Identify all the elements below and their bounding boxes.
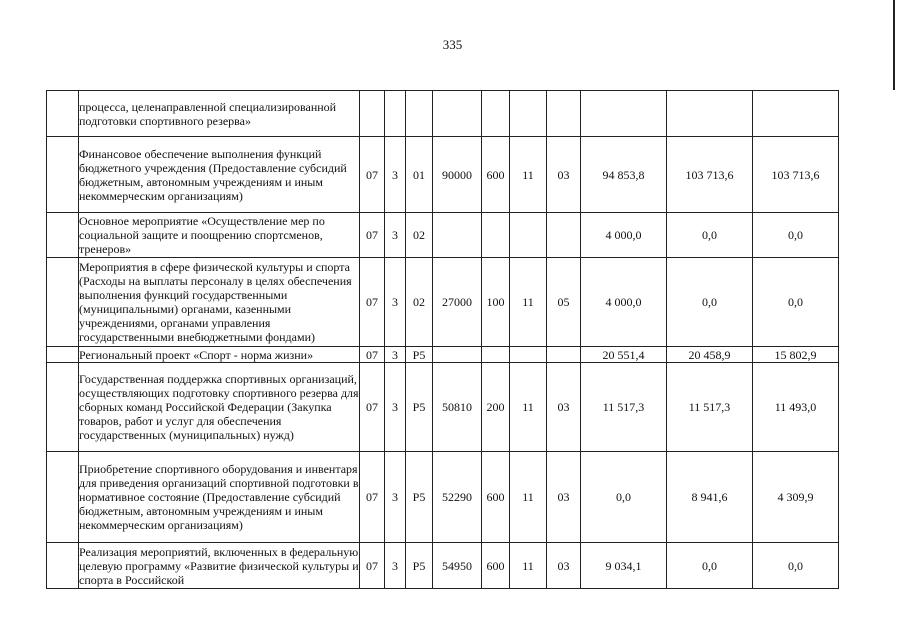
table-row (47, 543, 839, 589)
code-program: 3 (385, 452, 406, 543)
amount-year-2: 8 941,6 (667, 452, 753, 543)
code-expense-type (482, 213, 510, 258)
amount-year-1: 20 551,4 (581, 347, 667, 363)
code-program: 3 (385, 213, 406, 258)
amount-year-1: 94 853,8 (581, 137, 667, 213)
budget-table (46, 90, 839, 589)
code-subprogram: P5 (406, 363, 433, 452)
code-chapter: 11 (510, 137, 547, 213)
code-subchapter: 03 (547, 137, 581, 213)
code-chapter (510, 91, 547, 137)
code-program: 3 (385, 137, 406, 213)
row-number-cell (47, 452, 79, 543)
code-program: 3 (385, 347, 406, 363)
code-program (385, 91, 406, 137)
code-subchapter: 03 (547, 543, 581, 589)
code-subchapter: 03 (547, 363, 581, 452)
code-chapter (510, 213, 547, 258)
table-row (47, 258, 839, 347)
code-section: 07 (360, 137, 385, 213)
amount-year-3: 11 493,0 (753, 363, 839, 452)
code-expense-type: 200 (482, 363, 510, 452)
amount-year-3: 103 713,6 (753, 137, 839, 213)
code-subchapter: 03 (547, 452, 581, 543)
amount-year-1: 0,0 (581, 452, 667, 543)
code-chapter: 11 (510, 452, 547, 543)
row-number-cell (47, 543, 79, 589)
table-row (47, 363, 839, 452)
code-section: 07 (360, 363, 385, 452)
code-chapter: 11 (510, 258, 547, 347)
row-number-cell (47, 137, 79, 213)
item-name: Реализация мероприятий, включенных в федеральную целевую программу «Развитие физической культуры и спорта в Российской (79, 544, 359, 587)
row-number-cell (47, 213, 79, 258)
code-expense-type: 100 (482, 258, 510, 347)
code-program: 3 (385, 258, 406, 347)
amount-year-3: 4 309,9 (753, 452, 839, 543)
code-subprogram: 01 (406, 137, 433, 213)
code-subprogram: P5 (406, 452, 433, 543)
amount-year-2: 20 458,9 (667, 347, 753, 363)
row-number-cell (47, 363, 79, 452)
code-subchapter (547, 213, 581, 258)
page-edge-line (893, 0, 895, 90)
code-program: 3 (385, 543, 406, 589)
item-name: Региональный проект «Спорт - норма жизни» (79, 347, 360, 363)
code-expense-type: 600 (482, 452, 510, 543)
code-direction: 27000 (433, 258, 482, 347)
code-subprogram: 02 (406, 213, 433, 258)
code-expense-type: 600 (482, 137, 510, 213)
code-direction: 54950 (433, 543, 482, 589)
code-section: 07 (360, 452, 385, 543)
code-subprogram (406, 91, 433, 137)
code-direction: 50810 (433, 363, 482, 452)
code-subchapter (547, 347, 581, 363)
amount-year-1: 9 034,1 (581, 543, 667, 589)
code-chapter: 11 (510, 363, 547, 452)
code-expense-type: 600 (482, 543, 510, 589)
code-subprogram: 02 (406, 258, 433, 347)
item-name: Мероприятия в сфере физической культуры и спорта (Расходы на выплаты персоналу в целях обеспечения выполнения функций государственными (муниципальными) органами, казенными учреждениями, органами управления государственными внебюджетными фондами) (79, 258, 360, 347)
table-row (47, 91, 839, 137)
page-number: 335 (442, 37, 463, 52)
row-number-cell (47, 91, 79, 137)
code-section: 07 (360, 543, 385, 589)
code-direction: 52290 (433, 452, 482, 543)
item-name: Основное мероприятие «Осуществление мер по социальной защите и поощрению спортсменов, тренеров» (79, 213, 360, 258)
amount-year-2: 11 517,3 (667, 363, 753, 452)
amount-year-3 (753, 91, 839, 137)
amount-year-1: 4 000,0 (581, 213, 667, 258)
amount-year-3: 0,0 (753, 213, 839, 258)
code-subprogram: P5 (406, 543, 433, 589)
amount-year-2: 0,0 (667, 258, 753, 347)
code-subprogram: P5 (406, 347, 433, 363)
amount-year-1 (581, 91, 667, 137)
amount-year-3: 0,0 (753, 543, 839, 589)
item-name: Финансовое обеспечение выполнения функций бюджетного учреждения (Предоставление субсидий бюджетным, автономным учреждениям и иным некоммерческим организациям) (79, 137, 360, 213)
amount-year-2 (667, 91, 753, 137)
row-number-cell (47, 258, 79, 347)
table-row (47, 213, 839, 258)
code-subchapter: 05 (547, 258, 581, 347)
amount-year-2: 103 713,6 (667, 137, 753, 213)
code-direction (433, 91, 482, 137)
code-section: 07 (360, 347, 385, 363)
amount-year-3: 15 802,9 (753, 347, 839, 363)
code-chapter (510, 347, 547, 363)
code-section (360, 91, 385, 137)
code-program: 3 (385, 363, 406, 452)
item-name: Государственная поддержка спортивных организаций, осуществляющих подготовку спортивного резерва для сборных команд Российской Федерации (Закупка товаров, работ и услуг для обеспечения государственных (муниципальных) нужд) (79, 363, 360, 452)
table-row (47, 452, 839, 543)
amount-year-2: 0,0 (667, 213, 753, 258)
item-name: Приобретение спортивного оборудования и инвентаря для приведения организаций спортивной подготовки в нормативное состояние (Предоставление субсидий бюджетным, автономным учреждениям и иным некоммерческим организациям) (79, 452, 360, 543)
item-name: процесса, целенаправленной специализированной подготовки спортивного резерва» (79, 91, 360, 137)
amount-year-1: 11 517,3 (581, 363, 667, 452)
code-section: 07 (360, 213, 385, 258)
code-section: 07 (360, 258, 385, 347)
amount-year-2: 0,0 (667, 543, 753, 589)
table-row (47, 347, 839, 363)
code-direction (433, 347, 482, 363)
code-expense-type (482, 91, 510, 137)
code-chapter: 11 (510, 543, 547, 589)
table-row (47, 137, 839, 213)
code-subchapter (547, 91, 581, 137)
code-expense-type (482, 347, 510, 363)
code-direction: 90000 (433, 137, 482, 213)
amount-year-3: 0,0 (753, 258, 839, 347)
row-number-cell (47, 347, 79, 363)
amount-year-1: 4 000,0 (581, 258, 667, 347)
code-direction (433, 213, 482, 258)
